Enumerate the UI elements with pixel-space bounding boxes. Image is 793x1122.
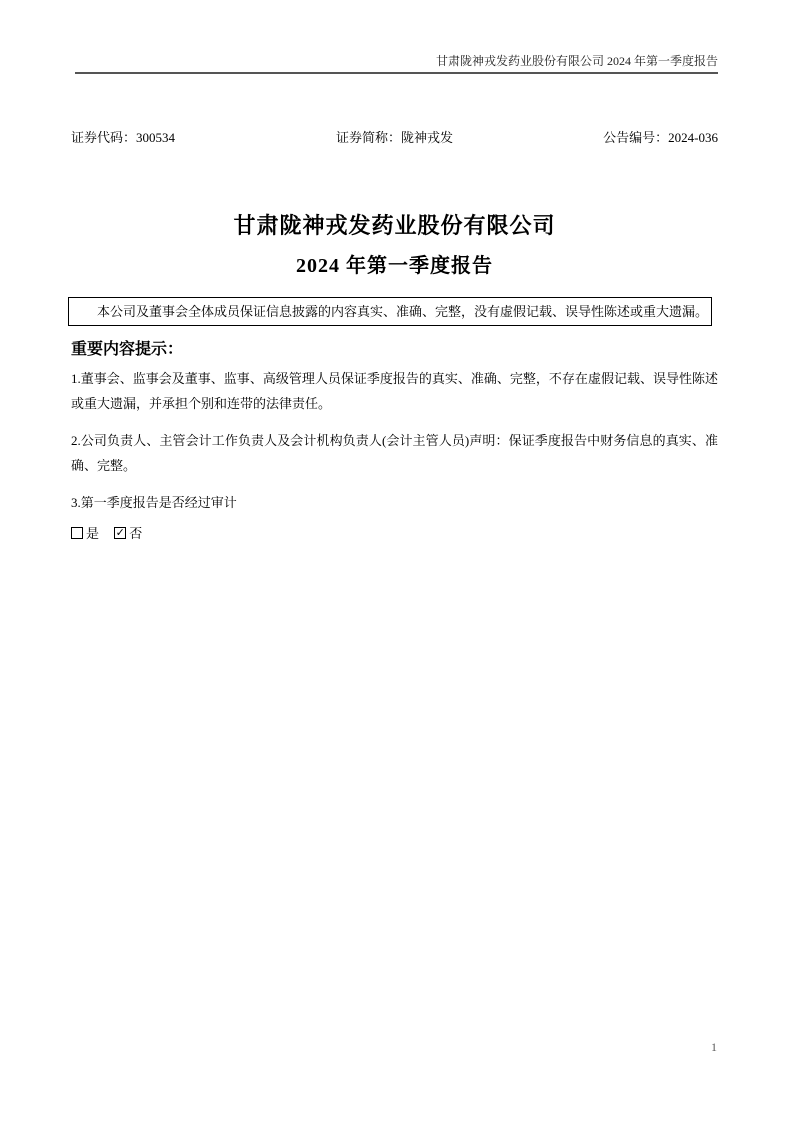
notice-paragraph-2: 2.公司负责人、主管会计工作负责人及会计机构负责人(会计主管人员)声明：保证季度报告中财务信息的真实、准确、完整。 [71,433,718,473]
report-title: 甘肃陇神戎发药业股份有限公司 [233,213,556,238]
statement-box [68,297,712,326]
notice-paragraph-1: 1.董事会、监事会及董事、监事、高级管理人员保证季度报告的真实、准确、完整，不存在虚假记载、误导性陈述或重大遗漏，并承担个别和连带的法律责任。 [71,371,718,411]
important-notice-heading: 重要内容提示： [71,341,184,358]
stock-name-label: 证券简称： [335,130,401,145]
stock-name [287,130,503,146]
stock-code-value: 300534 [136,130,176,145]
statement-text: 本公司及董事会全体成员保证信息披露的内容真实、准确、完整，没有虚假记载、误导性陈述或重大遗漏。 [97,304,709,319]
notice-paragraph-3: 3.第一季度报告是否经过审计 [71,495,237,510]
report-subtitle: 2024 年第一季度报告 [296,255,493,277]
securities-info-row [71,130,718,146]
announcement-value: 2024-036 [668,130,719,145]
audit-option-yes [71,526,102,541]
stock-code-label: 证券代码： [71,130,137,145]
checkbox-checked-icon [114,527,126,539]
running-header-text: 甘肃陇神戎发药业股份有限公司 2024 年第一季度报告 [435,54,718,68]
audit-option-yes-label: 是 [86,526,100,541]
announcement-label: 公告编号： [603,130,669,145]
audit-option-no [114,526,142,541]
audit-option-no-label: 否 [129,526,143,541]
running-header [75,54,718,74]
checkbox-unchecked-icon [71,527,83,539]
stock-code [71,130,287,146]
page-number: 1 [711,1040,717,1054]
stock-name-value: 陇神戎发 [401,130,454,145]
audit-options-row [71,521,718,546]
announcement-number [502,130,718,146]
